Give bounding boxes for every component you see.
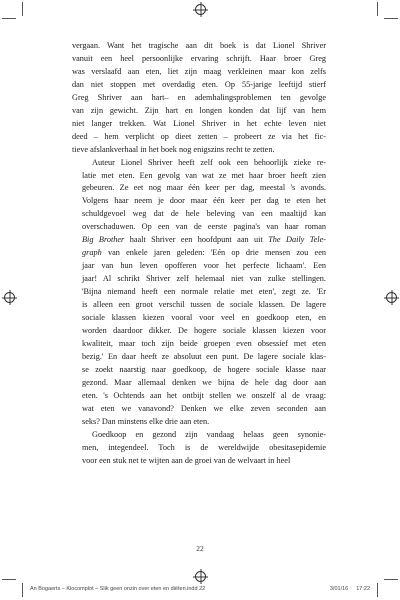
text-line: gebeuren. Ze eet nog maar één keer per dag, meestal 's avonds. bbox=[82, 183, 326, 193]
text-line: Volgens haar neem je door maar één keer per dag te eten het bbox=[82, 196, 326, 206]
paragraph bbox=[72, 40, 326, 157]
text-line: bezig.' En daar heeft ze absoluut een punt. De lagere sociale klas- bbox=[82, 351, 326, 361]
text-line: graph van enkele jaren geleden: 'Eén op drie mensen zou een bbox=[82, 248, 326, 258]
body-text bbox=[72, 40, 326, 467]
text-line: vanuit een heel persoonlijke ervaring schrijft. Haar broer Greg bbox=[72, 53, 326, 63]
text-line: dan niet stoppen met overdadig eten. Op 55-jarige leeftijd stierf bbox=[72, 79, 326, 89]
slug-date: 3/01/16 bbox=[329, 586, 349, 592]
paragraph bbox=[72, 157, 326, 429]
text-line: 'Bijna niemand heeft een normale relatie met eten', zegt ze. 'Er bbox=[82, 287, 326, 297]
crop-mark-bottom-left-v bbox=[22, 583, 23, 597]
text-line: voor een stuk net te wijten aan de groei van de welvaart in heel bbox=[82, 455, 291, 465]
text-line: vergaan. Want het tragische aan dit boek is dat Lionel Shriver bbox=[72, 41, 326, 50]
crop-mark-top-left-h bbox=[2, 18, 16, 19]
text-line: schuldgevoel weg dat de hele beleving van een maaltijd kan bbox=[82, 209, 326, 219]
text-line: gezond. Maar allemaal denken we bijna de hele dag door aan bbox=[82, 377, 326, 387]
crop-mark-top-right-v bbox=[377, 2, 378, 16]
text-line: overschaduwen. Op een van de eerste pagina's van haar roman bbox=[82, 222, 326, 232]
text-line: jaar van hun leven opofferen voor het perfecte lichaam'. Een bbox=[82, 261, 326, 271]
paragraph bbox=[72, 429, 326, 468]
text-line: deed – hem verplicht op dieet zetten – probeert ze via het fic- bbox=[72, 131, 326, 141]
text-line: was verslaafd aan eten, liet zijn maag verkleinen maar kon zelfs bbox=[72, 66, 326, 76]
text-line: jaar! Al schrikt Shriver zelf helemaal niet van zulke stellingen. bbox=[82, 274, 326, 284]
registration-mark-left bbox=[4, 292, 15, 303]
text-line: sociale klassen kiezen vooral voor veel en goedkoop eten, en bbox=[82, 313, 326, 323]
text-line: seks? Dan minstens elke drie aan eten. bbox=[82, 416, 210, 426]
text-line: se zoekt naarstig naar goedkoop, de hogere sociale klasse naar bbox=[82, 364, 326, 374]
text-line: kwaliteit, maar toch zijn beide groepen even obsessief met eten bbox=[82, 338, 326, 348]
text-line: tieve afslankverhaal in het boek nog enigszins recht te zetten. bbox=[72, 144, 275, 154]
slug-filename: An Bogaerts – Klocomplot – Slik geen onzin over eten en diëten.indd 22 bbox=[30, 586, 206, 592]
text-line: wat eten we vanavond? Denken we elke zeven seconden aan bbox=[82, 403, 326, 413]
crop-mark-top-right-h bbox=[384, 18, 398, 19]
crop-mark-bottom-right-h bbox=[384, 579, 398, 580]
text-line: Goedkoop en gezond zijn vandaag helaas geen synonie- bbox=[92, 429, 326, 439]
page-number: 22 bbox=[196, 544, 204, 553]
text-line: worden daardoor dikker. De hogere sociale klassen kiezen voor bbox=[82, 325, 326, 335]
text-line: men, integendeel. Toch is de wereldwijde obesitasepidemie bbox=[82, 442, 326, 452]
crop-mark-bottom-right-v bbox=[377, 583, 378, 597]
registration-mark-bottom bbox=[195, 571, 206, 582]
registration-mark-right bbox=[386, 292, 397, 303]
crop-mark-top-left-v bbox=[22, 2, 23, 16]
text-line: is alleen een groot verschil tussen de sociale klassen. De lagere bbox=[82, 300, 326, 310]
text-line: Greg Shriver aan hart– en ademhalingsproblemen ten gevolge bbox=[72, 92, 326, 102]
text-line: latie met eten. Een gevolg van wat ze met haar broer heeft zien bbox=[82, 170, 326, 180]
text-line: niet langer trekken. Wat Lionel Shriver in het echte leven niet bbox=[72, 118, 326, 128]
printer-slug bbox=[30, 586, 370, 592]
text-line: Auteur Lionel Shriver heeft zelf ook een behoorlijk zieke re- bbox=[92, 157, 326, 167]
text-line: eten. 's Ochtends aan het ontbijt stellen we onszelf al de vraag: bbox=[82, 390, 326, 400]
slug-time: 17:22 bbox=[356, 586, 370, 592]
crop-mark-bottom-left-h bbox=[2, 579, 16, 580]
text-line: van zijn gewicht. Zijn hart en longen konden dat lijf van hem bbox=[72, 105, 326, 115]
registration-mark-top bbox=[195, 4, 206, 15]
text-line: Big Brother haalt Shriver een hoofdpunt aan uit The Daily Tele- bbox=[82, 235, 326, 245]
